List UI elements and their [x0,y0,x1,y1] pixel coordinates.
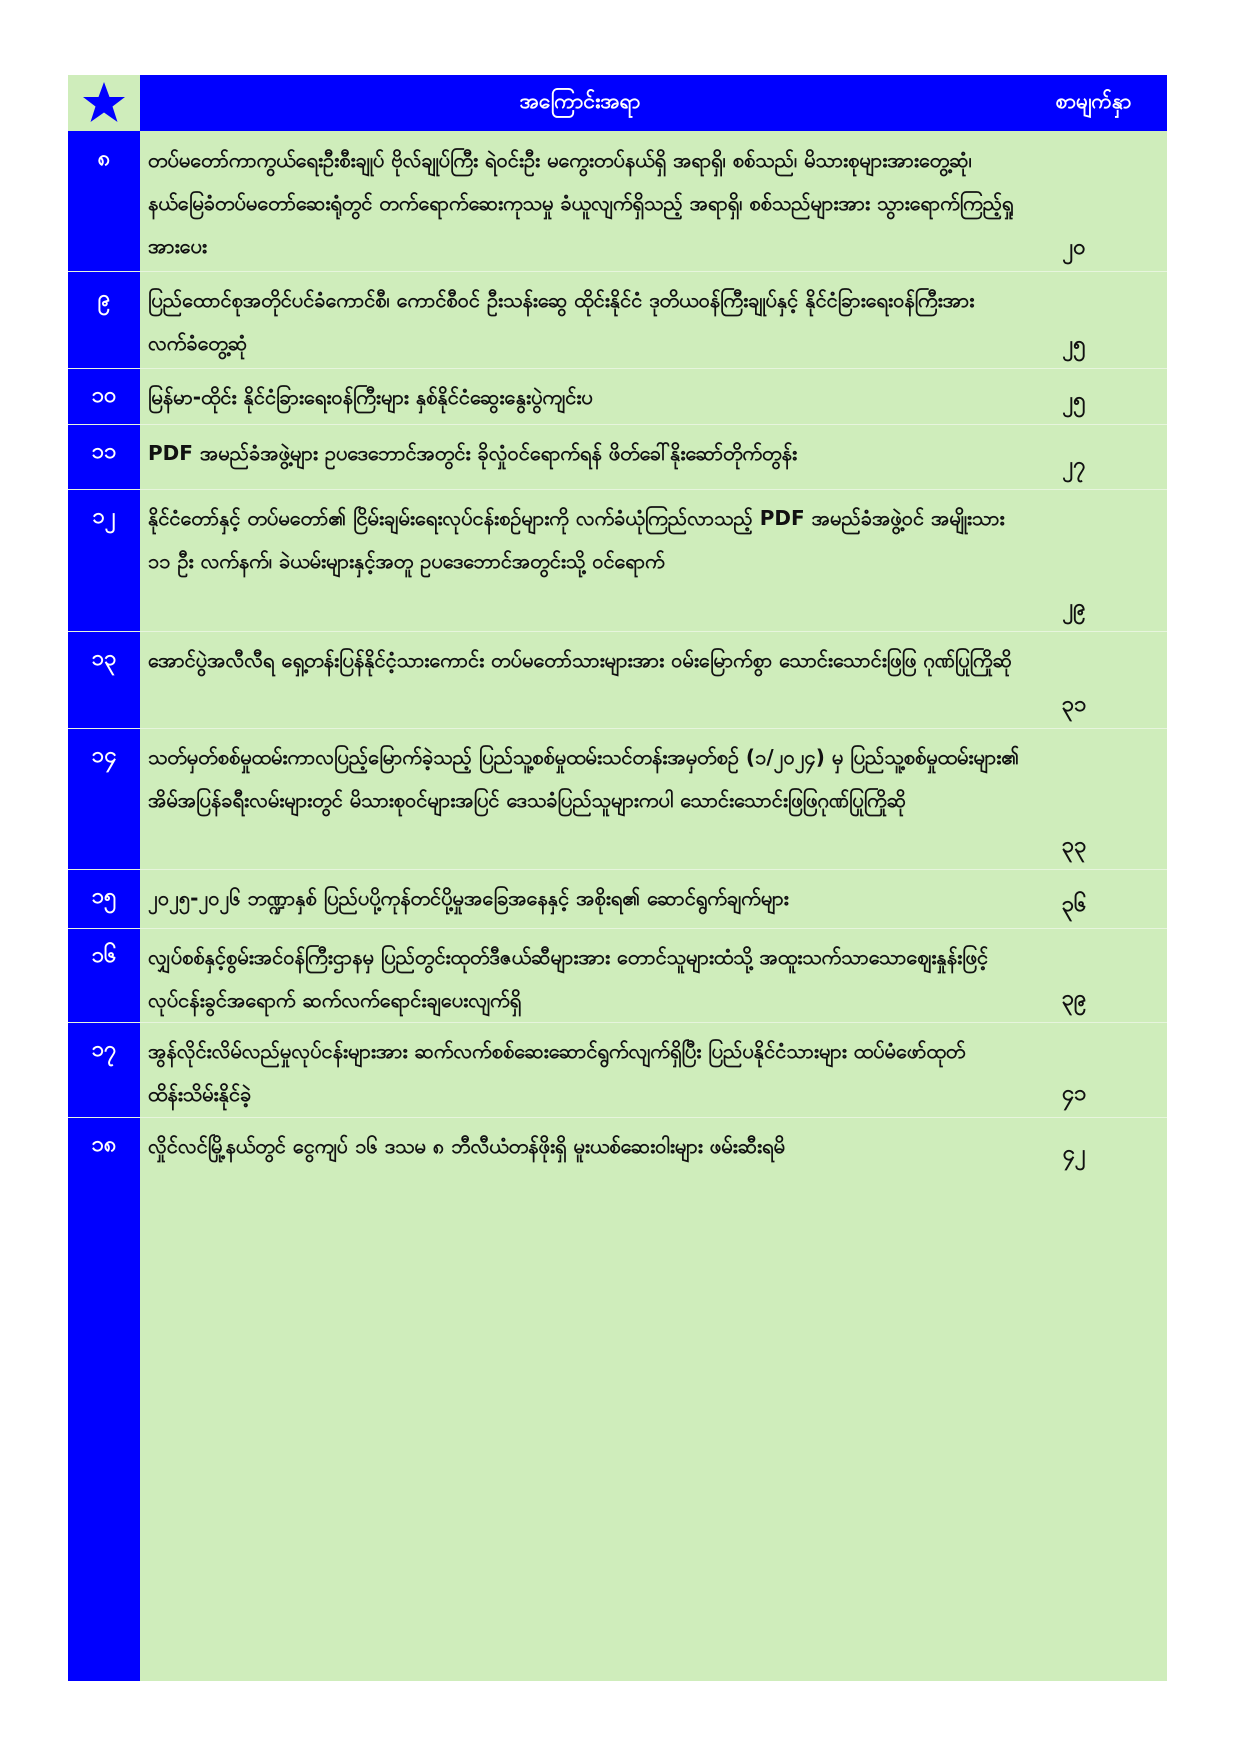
entry-page: ၂၅ [1062,332,1086,357]
entry-title: လှိုင်လင်မြို့နယ်တွင် ငွေကျပ် ၁၆ ဒသမ ၈ ဘီလီယံတန်ဖိုးရှိ မူးယစ်ဆေးဝါးများ ဖမ်းဆီးရမိ [148,1134,786,1158]
toc-entry[interactable] [68,489,1167,632]
toc-entry[interactable] [68,1022,1167,1118]
entry-number: ၁၀ [91,383,117,408]
entry-title: ၂၀၂၅-၂၀၂၆ ဘဏ္ဍာနှစ် ပြည်ပပို့ကုန်တင်ပို့မှုအခြေအနေနှင့် အစိုးရ၏ ဆောင်ရွက်ချက်များ [148,886,789,910]
entry-page: ၂၅ [1062,388,1086,413]
toc-entry[interactable] [68,368,1167,425]
entry-page: ၃၃ [1061,833,1087,858]
entry-number: ၁၅ [91,884,117,909]
entry-page: ၃၉ [1061,986,1087,1011]
star-cell [68,75,140,131]
toc-header [68,75,1167,131]
entry-number: ၁၃ [91,646,117,671]
toc-entry[interactable] [68,131,1167,272]
entry-title: အွန်လိုင်းလိမ်လည်မှုလုပ်ငန်းများအား ဆက်လက်စစ်ဆေးဆောင်ရွက်လျက်ရှိပြီး ပြည်ပနိုင်ငံသားများ ထပ်မံဖော်ထုတ်ထိန်းသိမ်းနိုင်ခဲ့ [148,1039,966,1106]
entry-title: သတ်မှတ်စစ်မှုထမ်းကာလပြည့်မြောက်ခဲ့သည့် ပြည်သူ့စစ်မှုထမ်းသင်တန်းအမှတ်စဉ် (၁/၂၀၂၄) မှ ပြည်သူ့စစ်မှုထမ်းများ၏ အိမ်အပြန်ခရီးလမ်းများတွင် မိသားစုဝင်များအပြင် ဒေသခံပြည်သူများကပါ သောင်းသောင်းဖြဖြဂုဏ်ပြုကြိုဆို [148,745,1020,812]
toc-entry[interactable] [68,928,1167,1023]
toc-entry[interactable] [68,271,1167,369]
entry-title: မြန်မာ-ထိုင်း နိုင်ငံခြားရေးဝန်ကြီးများ နှစ်နိုင်ငံဆွေးနွေးပွဲကျင်းပ [148,385,593,409]
entry-title: PDF အမည်ခံအဖွဲ့များ ဥပဒေဘောင်အတွင်း ခိုလှုံဝင်ရောက်ရန် ဖိတ်ခေါ်နိုးဆော်တိုက်တွန်း [148,441,798,465]
toc-entry[interactable] [68,1117,1167,1177]
entry-page: ၄၂ [1062,1141,1086,1166]
header-title: အကြောင်းအရာ [519,88,641,113]
entry-number: ၉ [97,286,111,311]
entry-page: ၂၇ [1062,453,1086,478]
entry-number: ၁၄ [91,743,117,768]
entry-page: ၄၁ [1061,1081,1087,1106]
entry-number: ၁၂ [92,504,116,529]
entry-number: ၈ [97,146,111,171]
table-of-contents [68,75,1167,1681]
toc-entry[interactable] [68,728,1167,870]
entry-title: လျှပ်စစ်နှင့်စွမ်းအင်ဝန်ကြီးဌာနမှ ပြည်တွင်းထုတ်ဒီဇယ်ဆီများအား တောင်သူများထံသို့ အထူးသက်သာသောဈေးနှုန်းဖြင့် လုပ်ငန်းခွင်အရောက် ဆက်လက်ရောင်းချပေးလျက်ရှိ [148,945,989,1012]
entry-page: ၃၁ [1061,692,1087,717]
toc-entry[interactable] [68,424,1167,490]
entry-page: ၂၉ [1062,595,1086,620]
star-icon [81,80,127,126]
entry-page: ၃၆ [1061,892,1087,917]
entry-number: ၁၈ [91,1132,117,1157]
entry-title: နိုင်ငံတော်နှင့် တပ်မတော်၏ ငြိမ်းချမ်းရေးလုပ်ငန်းစဉ်များကို လက်ခံယုံကြည်လာသည့် PDF အမည်ခံအဖွဲ့ဝင် အမျိုးသား ၁၁ ဦး လက်နက်၊ ခဲယမ်းများနှင့်အတူ ဥပဒေဘောင်အတွင်းသို့ ဝင်ရောက် [148,506,1005,573]
toc-entry[interactable] [68,869,1167,929]
header-page-label: စာမျက်နှာ [1055,88,1132,113]
toc-entry[interactable] [68,631,1167,729]
entry-page: ၂၀ [1062,235,1086,260]
entry-title: ပြည်ထောင်စုအတိုင်ပင်ခံကောင်စီ၊ ကောင်စီဝင် ဦးသန်းဆွေ ထိုင်းနိုင်ငံ ဒုတိယဝန်ကြီးချုပ်နှင့် နိုင်ငံခြားရေးဝန်ကြီးအား လက်ခံတွေ့ဆုံ [148,288,975,355]
entry-number: ၁၁ [91,439,117,464]
entry-title: အောင်ပွဲအလီလီရ ရှေ့တန်းပြန်နိုင်ငံ့သားကောင်း တပ်မတော်သားများအား ဝမ်းမြောက်စွာ သောင်းသောင်းဖြဖြ ဂုဏ်ပြုကြိုဆို [148,648,1012,672]
entry-number: ၁၇ [91,1037,117,1062]
entry-number: ၁၆ [91,943,117,968]
entry-title: တပ်မတော်ကာကွယ်ရေးဦးစီးချုပ် ဗိုလ်ချုပ်ကြီး ရဲဝင်းဦး မကွေးတပ်နယ်ရှိ အရာရှိ၊ စစ်သည်၊ မိသားစုများအားတွေ့ဆုံ၊ နယ်မြေခံတပ်မတော်ဆေးရုံတွင် တက်ရောက်ဆေးကုသမှု ခံယူလျက်ရှိသည့် အရာရှိ၊ စစ်သည်များအား သွားရောက်ကြည့်ရှုအားပေး [148,148,1014,258]
